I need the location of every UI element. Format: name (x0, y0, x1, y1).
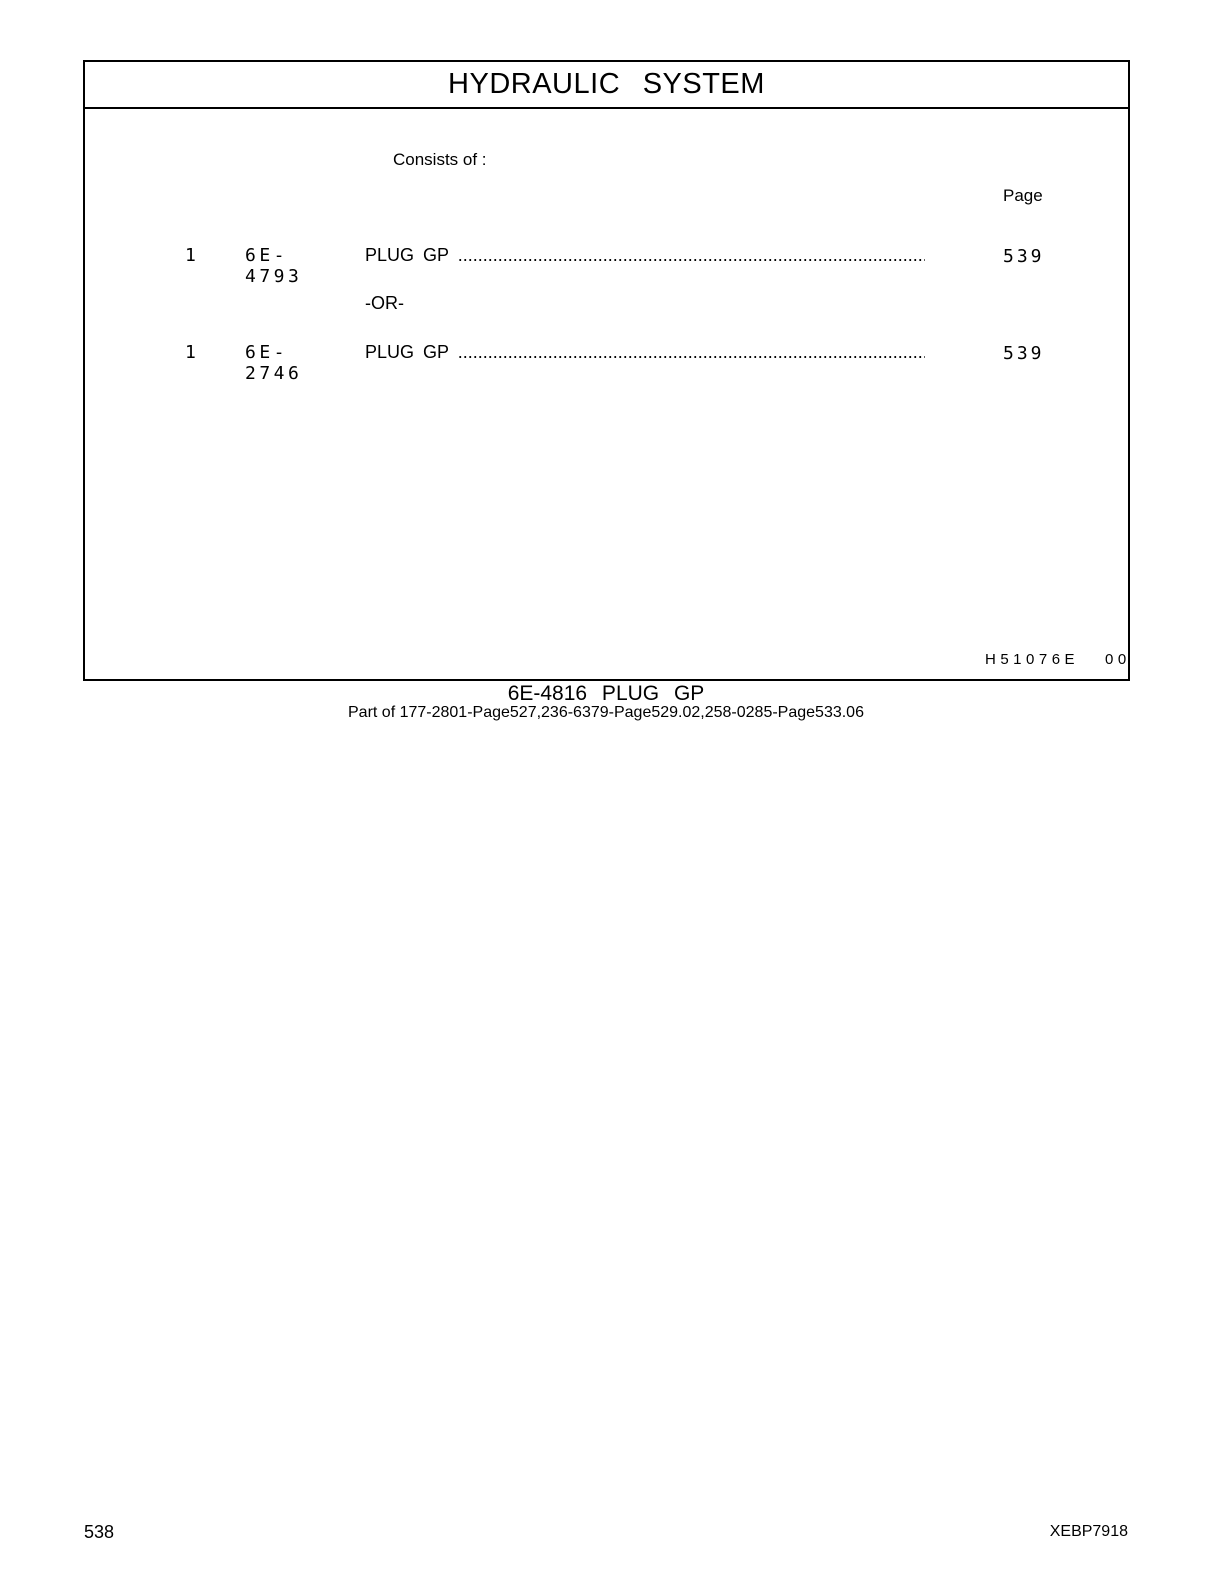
page-number: 538 (84, 1522, 115, 1542)
illustration-reference: H51076E 00 (985, 651, 1131, 668)
page-column-header: Page (1003, 186, 1043, 205)
item-page-reference: 539 (1003, 343, 1045, 364)
item-description: PLUG GP ..... (365, 342, 925, 363)
document-id: XEBP7918 (1049, 1523, 1128, 1540)
part-of-reference: Part of 177-2801-Page527,236-6379-Page529.02,258-0285-Page533.06 (348, 704, 864, 721)
item-quantity: 1 (185, 342, 196, 363)
assembly-title: 6E-4816 PLUG GP (507, 682, 705, 705)
alternative-separator: -OR- (365, 293, 404, 313)
item-part-number: 6E-4793 (245, 245, 303, 287)
item-part-number: 6E-2746 (245, 342, 303, 384)
item-quantity: 1 (185, 245, 196, 266)
consists-of-label: Consists of : (393, 150, 487, 169)
section-title: HYDRAULIC SYSTEM (85, 62, 1128, 109)
parts-list-frame (83, 60, 1130, 681)
item-page-reference: 539 (1003, 246, 1045, 267)
item-description: PLUG GP ..... (365, 245, 925, 266)
